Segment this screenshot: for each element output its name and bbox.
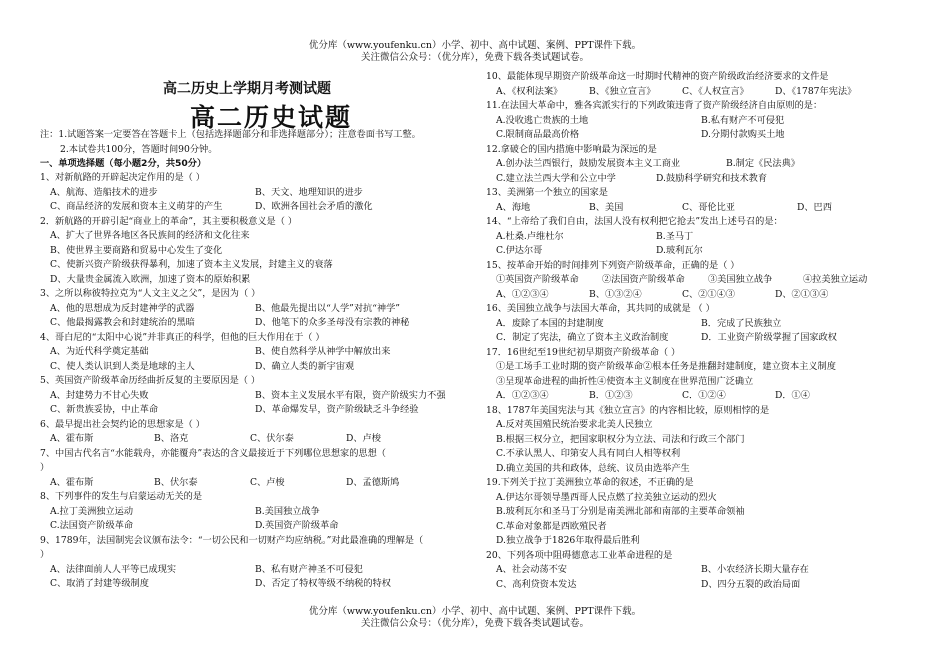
answer-option: B.圣马丁 <box>656 230 694 242</box>
answer-option: C、伏尔泰 <box>250 433 294 444</box>
option-row <box>486 114 926 129</box>
answer-option: A．废除了本国的封建制度 <box>496 317 604 329</box>
question-line: 12.拿破仑的国内措施中影响最为深远的是 <box>486 143 657 155</box>
note-2: 2.本试卷共100分，答题时间90分钟。 <box>60 143 218 155</box>
answer-option: C．①②④ <box>682 390 726 401</box>
question-line: 18、1787年美国宪法与其《独立宣言》的内容相比较，原则相悖的是 <box>486 404 770 416</box>
answer-option: C、他最揭露教会和封建统治的黑暗 <box>50 317 195 328</box>
answer-option: A、霍布斯 <box>50 433 94 444</box>
exam-title: 高二历史试题 <box>190 103 353 132</box>
answer-option: ①英国资产阶级革命 <box>496 274 579 285</box>
answer-option: B.私有财产不可侵犯 <box>701 114 785 126</box>
answer-option: B.制定《民法典》 <box>726 158 800 169</box>
option-row <box>486 273 926 288</box>
option-row <box>40 563 460 578</box>
option-row <box>486 201 926 216</box>
question-line: 19.下列关于拉丁美洲独立革命的叙述，不正确的是 <box>486 477 694 488</box>
answer-option: B．完成了民族独立 <box>701 317 782 329</box>
answer-option: C、使人类认识到人类是地球的主人 <box>50 360 195 372</box>
question-line: 11.在法国大革命中，雅各宾派实行的下列政策违背了资产阶级经济自由原则的是： <box>486 100 823 111</box>
answer-option: C、商品经济的发展和资本主义萌芽的产生 <box>50 201 223 212</box>
question-line: A、扩大了世界各地区各民族间的经济和文化往来 <box>50 230 250 241</box>
option-row <box>40 432 460 447</box>
option-row <box>486 230 926 245</box>
question-line: 20、下列各项中阻碍德意志工业革命进程的是 <box>486 549 673 561</box>
answer-option: D、《1787年宪法》 <box>775 85 857 97</box>
question-line: 6、最早提出社会契约论的思想家是（ ） <box>40 418 205 430</box>
option-row <box>486 85 926 100</box>
question-line: 8、下列事件的发生与启蒙运动无关的是 <box>40 491 203 502</box>
answer-option: B、使自然科学从神学中解放出来 <box>255 346 391 357</box>
answer-option: C、卢梭 <box>250 476 285 488</box>
answer-option: A.杜桑.卢维杜尔 <box>496 230 564 242</box>
answer-option: A、封建势力不甘心失败 <box>50 389 149 401</box>
answer-option: D.分期付款购买土地 <box>701 129 785 140</box>
question-line: ） <box>40 549 50 560</box>
answer-option: D、否定了特权等级不纳税的特权 <box>255 578 391 589</box>
answer-option: D、他笔下的众多圣母没有宗教的神秘 <box>255 317 410 328</box>
question-line: 9、1789年，法国制宪会议颁布法令：“一切公民和一切财产均应纳税。”对此最准确的理解是（ <box>40 534 424 546</box>
question-line: 7、中国古代名言“水能载舟，亦能覆舟”表达的含义最接近于下列哪位思想家的思想（ <box>40 447 386 459</box>
answer-option: C.限制商品最高价格 <box>496 129 580 140</box>
option-row <box>486 157 926 172</box>
answer-option: A.拉丁美洲独立运动 <box>50 505 134 517</box>
option-row <box>486 288 926 303</box>
answer-option: D、②①③④ <box>775 288 829 300</box>
answer-option: C、哥伦比亚 <box>682 201 735 213</box>
answer-option: D、巴西 <box>797 201 832 213</box>
answer-option: A、法律面前人人平等已成现实 <box>50 563 177 575</box>
question-line: C、使新兴资产阶级获得暴利，加速了资本主义发展，封建主义的衰落 <box>50 259 333 270</box>
question-line: D.独立战争于1826年取得最后胜利 <box>496 535 640 546</box>
option-row <box>486 128 926 143</box>
answer-option: B、伏尔泰 <box>154 476 198 488</box>
answer-option: D、欧洲各国社会矛盾的激化 <box>255 201 373 212</box>
section-heading: 一、单项选择题（每小题2分，共50分） <box>40 158 207 169</box>
answer-option: B、他最先提出以“人学”对抗“神学” <box>255 302 400 314</box>
answer-option: C．制定了宪法，确立了资本主义政治制度 <box>496 332 669 343</box>
answer-option: A.没收逃亡贵族的土地 <box>496 114 589 126</box>
answer-option: A、海地 <box>496 201 531 213</box>
answer-option: D、卢梭 <box>346 433 381 444</box>
option-row <box>486 389 926 404</box>
answer-option: C、《人权宣言》 <box>682 85 749 97</box>
option-row <box>40 519 460 534</box>
answer-option: C.法国资产阶级革命 <box>50 520 134 531</box>
answer-option: D.鼓励科学研究和技术教育 <box>656 172 768 184</box>
answer-option: C、高利贷资本发达 <box>496 578 577 590</box>
question-line: 10、最能体现早期资产阶级革命这一时期时代精神的资产阶级政治经济要求的文件是 <box>486 71 829 82</box>
option-row <box>40 403 460 418</box>
answer-option: D.玻利瓦尔 <box>656 245 703 256</box>
question-line: 5、英国资产阶级革命历经曲折反复的主要原因是（ ） <box>40 375 261 386</box>
answer-option: D、四分五裂的政治局面 <box>701 578 801 590</box>
answer-option: B.美国独立战争 <box>255 505 320 517</box>
answer-option: C.伊达尔哥 <box>496 245 543 256</box>
question-line: B.根据三权分立，把国家职权分为立法、司法和行政三个部门 <box>496 433 745 445</box>
option-row <box>486 331 926 346</box>
question-line: 1、对新航路的开辟起决定作用的是（ ） <box>40 172 205 183</box>
answer-option: C、新贵族妥协，中止革命 <box>50 404 159 415</box>
question-line: 16、美国独立战争与法国大革命，其共同的成就是 （ ） <box>486 303 715 314</box>
answer-option: A.创办法兰西银行，鼓励发展资本主义工商业 <box>496 158 681 169</box>
answer-option: A、社会动荡不安 <box>496 564 567 575</box>
option-row <box>40 316 460 331</box>
answer-option: B、美国 <box>589 201 624 213</box>
answer-option: A、他的思想成为反封建神学的武器 <box>50 302 195 314</box>
answer-option: A、为近代科学奠定基础 <box>50 346 149 357</box>
option-row <box>40 200 460 215</box>
answer-option: D、革命爆发早，资产阶级缺乏斗争经验 <box>255 404 419 415</box>
answer-option: B、洛克 <box>154 433 189 444</box>
answer-option: C、取消了封建等级制度 <box>50 578 149 589</box>
answer-option: B．①②③ <box>589 390 633 401</box>
option-row <box>40 476 460 491</box>
answer-option: ④拉美独立运动 <box>803 274 868 285</box>
page-footer <box>0 606 950 630</box>
option-row <box>486 578 926 593</box>
question-line: A.伊达尔哥领导墨西哥人民点燃了拉美独立运动的烈火 <box>496 491 717 503</box>
answer-option: D．工业资产阶级掌握了国家政权 <box>701 332 837 343</box>
question-line: 13、美洲第一个独立的国家是 <box>486 187 608 198</box>
answer-option: B、资本主义发展水平有限，资产阶级实力不强 <box>255 389 446 401</box>
question-line: D、大量贵金属流入欧洲，加速了资本的原始积累 <box>50 273 251 285</box>
header-line-1: 优分库（www.youfenku.cn）小学、初中、高中试题、案例、PPT课件下载。 <box>308 40 642 51</box>
option-row <box>486 563 926 578</box>
answer-option: D、确立人类的新宇宙观 <box>255 360 355 372</box>
answer-option: ③美国独立战争 <box>708 274 773 285</box>
answer-option: B、《独立宣言》 <box>589 85 656 97</box>
answer-option: A、霍布斯 <box>50 476 94 488</box>
page-header <box>0 40 950 64</box>
question-line: ③呈现革命进程的曲折性④使资本主义制度在世界范围广泛确立 <box>496 375 754 387</box>
answer-option: B、小农经济长期大量存在 <box>701 564 809 575</box>
answer-option: A、《权利法案》 <box>496 85 563 97</box>
answer-option: D．①④ <box>775 390 810 401</box>
right-column-questions <box>486 70 926 592</box>
answer-option: D.英国资产阶级革命 <box>255 520 339 531</box>
footer-line-2: 关注微信公众号：（优分库），免费下载各类试题试卷。 <box>360 618 589 629</box>
left-column-questions <box>40 171 460 592</box>
question-line: B.玻利瓦尔和圣马丁分别是南美洲北部和南部的主要革命领袖 <box>496 506 745 517</box>
answer-option: B、天文、地理知识的进步 <box>255 186 363 198</box>
answer-option: ②法国资产阶级革命 <box>602 274 685 285</box>
answer-option: D、孟德斯鸠 <box>346 476 400 488</box>
exam-subtitle: 高二历史上学期月考测试题 <box>163 81 331 97</box>
header-line-2: 关注微信公众号：（优分库），免费下载各类试题试卷。 <box>360 52 589 63</box>
option-row <box>486 172 926 187</box>
answer-option: C.建立法兰西大学和公立中学 <box>496 172 616 184</box>
answer-option: C、②①④③ <box>682 288 735 300</box>
footer-line-1: 优分库（www.youfenku.cn）小学、初中、高中试题、案例、PPT课件下载。 <box>308 606 642 617</box>
option-row <box>40 186 460 201</box>
question-line: A.反对英国殖民统治要求北美人民独立 <box>496 419 653 430</box>
answer-option: B、①③②④ <box>589 288 642 300</box>
question-line: 4、哥白尼的“太阳中心说”并非真正的科学，但他的巨大作用在于（ ） <box>40 331 325 343</box>
question-line: 2．新航路的开辟引起“商业上的革命”，其主要积极意义是（ ） <box>40 215 298 227</box>
question-line: 15、按革命开始的时间排列下列资产阶级革命，正确的是（ ） <box>486 259 740 271</box>
answer-option: A、①②③④ <box>496 288 549 300</box>
option-row <box>486 317 926 332</box>
option-row <box>486 244 926 259</box>
answer-option: B、私有财产神圣不可侵犯 <box>255 563 363 575</box>
option-row <box>40 577 460 592</box>
option-row <box>40 345 460 360</box>
answer-option: A．①②③④ <box>496 390 549 401</box>
question-line: 3、之所以称彼特拉克为“人文主义之父”，是因为（ ） <box>40 288 261 299</box>
question-line: C.革命对象都是西欧殖民者 <box>496 520 607 532</box>
question-line: ） <box>40 462 50 473</box>
question-line: B、使世界主要商路和贸易中心发生了变化 <box>50 244 223 256</box>
question-line: D.确立美国的共和政体，总统、议员由选举产生 <box>496 462 690 474</box>
exam-notes <box>40 128 421 172</box>
question-line: C.不承认黑人、印第安人具有同白人相等权利 <box>496 448 681 459</box>
note-1: 注：1.试题答案一定要答在答题卡上（包括选择题部分和非选择题部分）；注意卷面书写工整。 <box>40 129 421 140</box>
option-row <box>40 360 460 375</box>
option-row <box>40 302 460 317</box>
answer-option: A、航海、造船技术的进步 <box>50 186 158 198</box>
option-row <box>40 505 460 520</box>
question-line: 17．16世纪至19世纪初早期资产阶级革命（ ） <box>486 346 681 358</box>
question-line: ①是工场手工业时期的资产阶级革命②根本任务是推翻封建制度，建立资本主义制度 <box>496 361 836 372</box>
question-line: 14、“上帝给了我们自由，法国人没有权利把它抢去”发出上述号召的是： <box>486 216 783 227</box>
option-row <box>40 389 460 404</box>
